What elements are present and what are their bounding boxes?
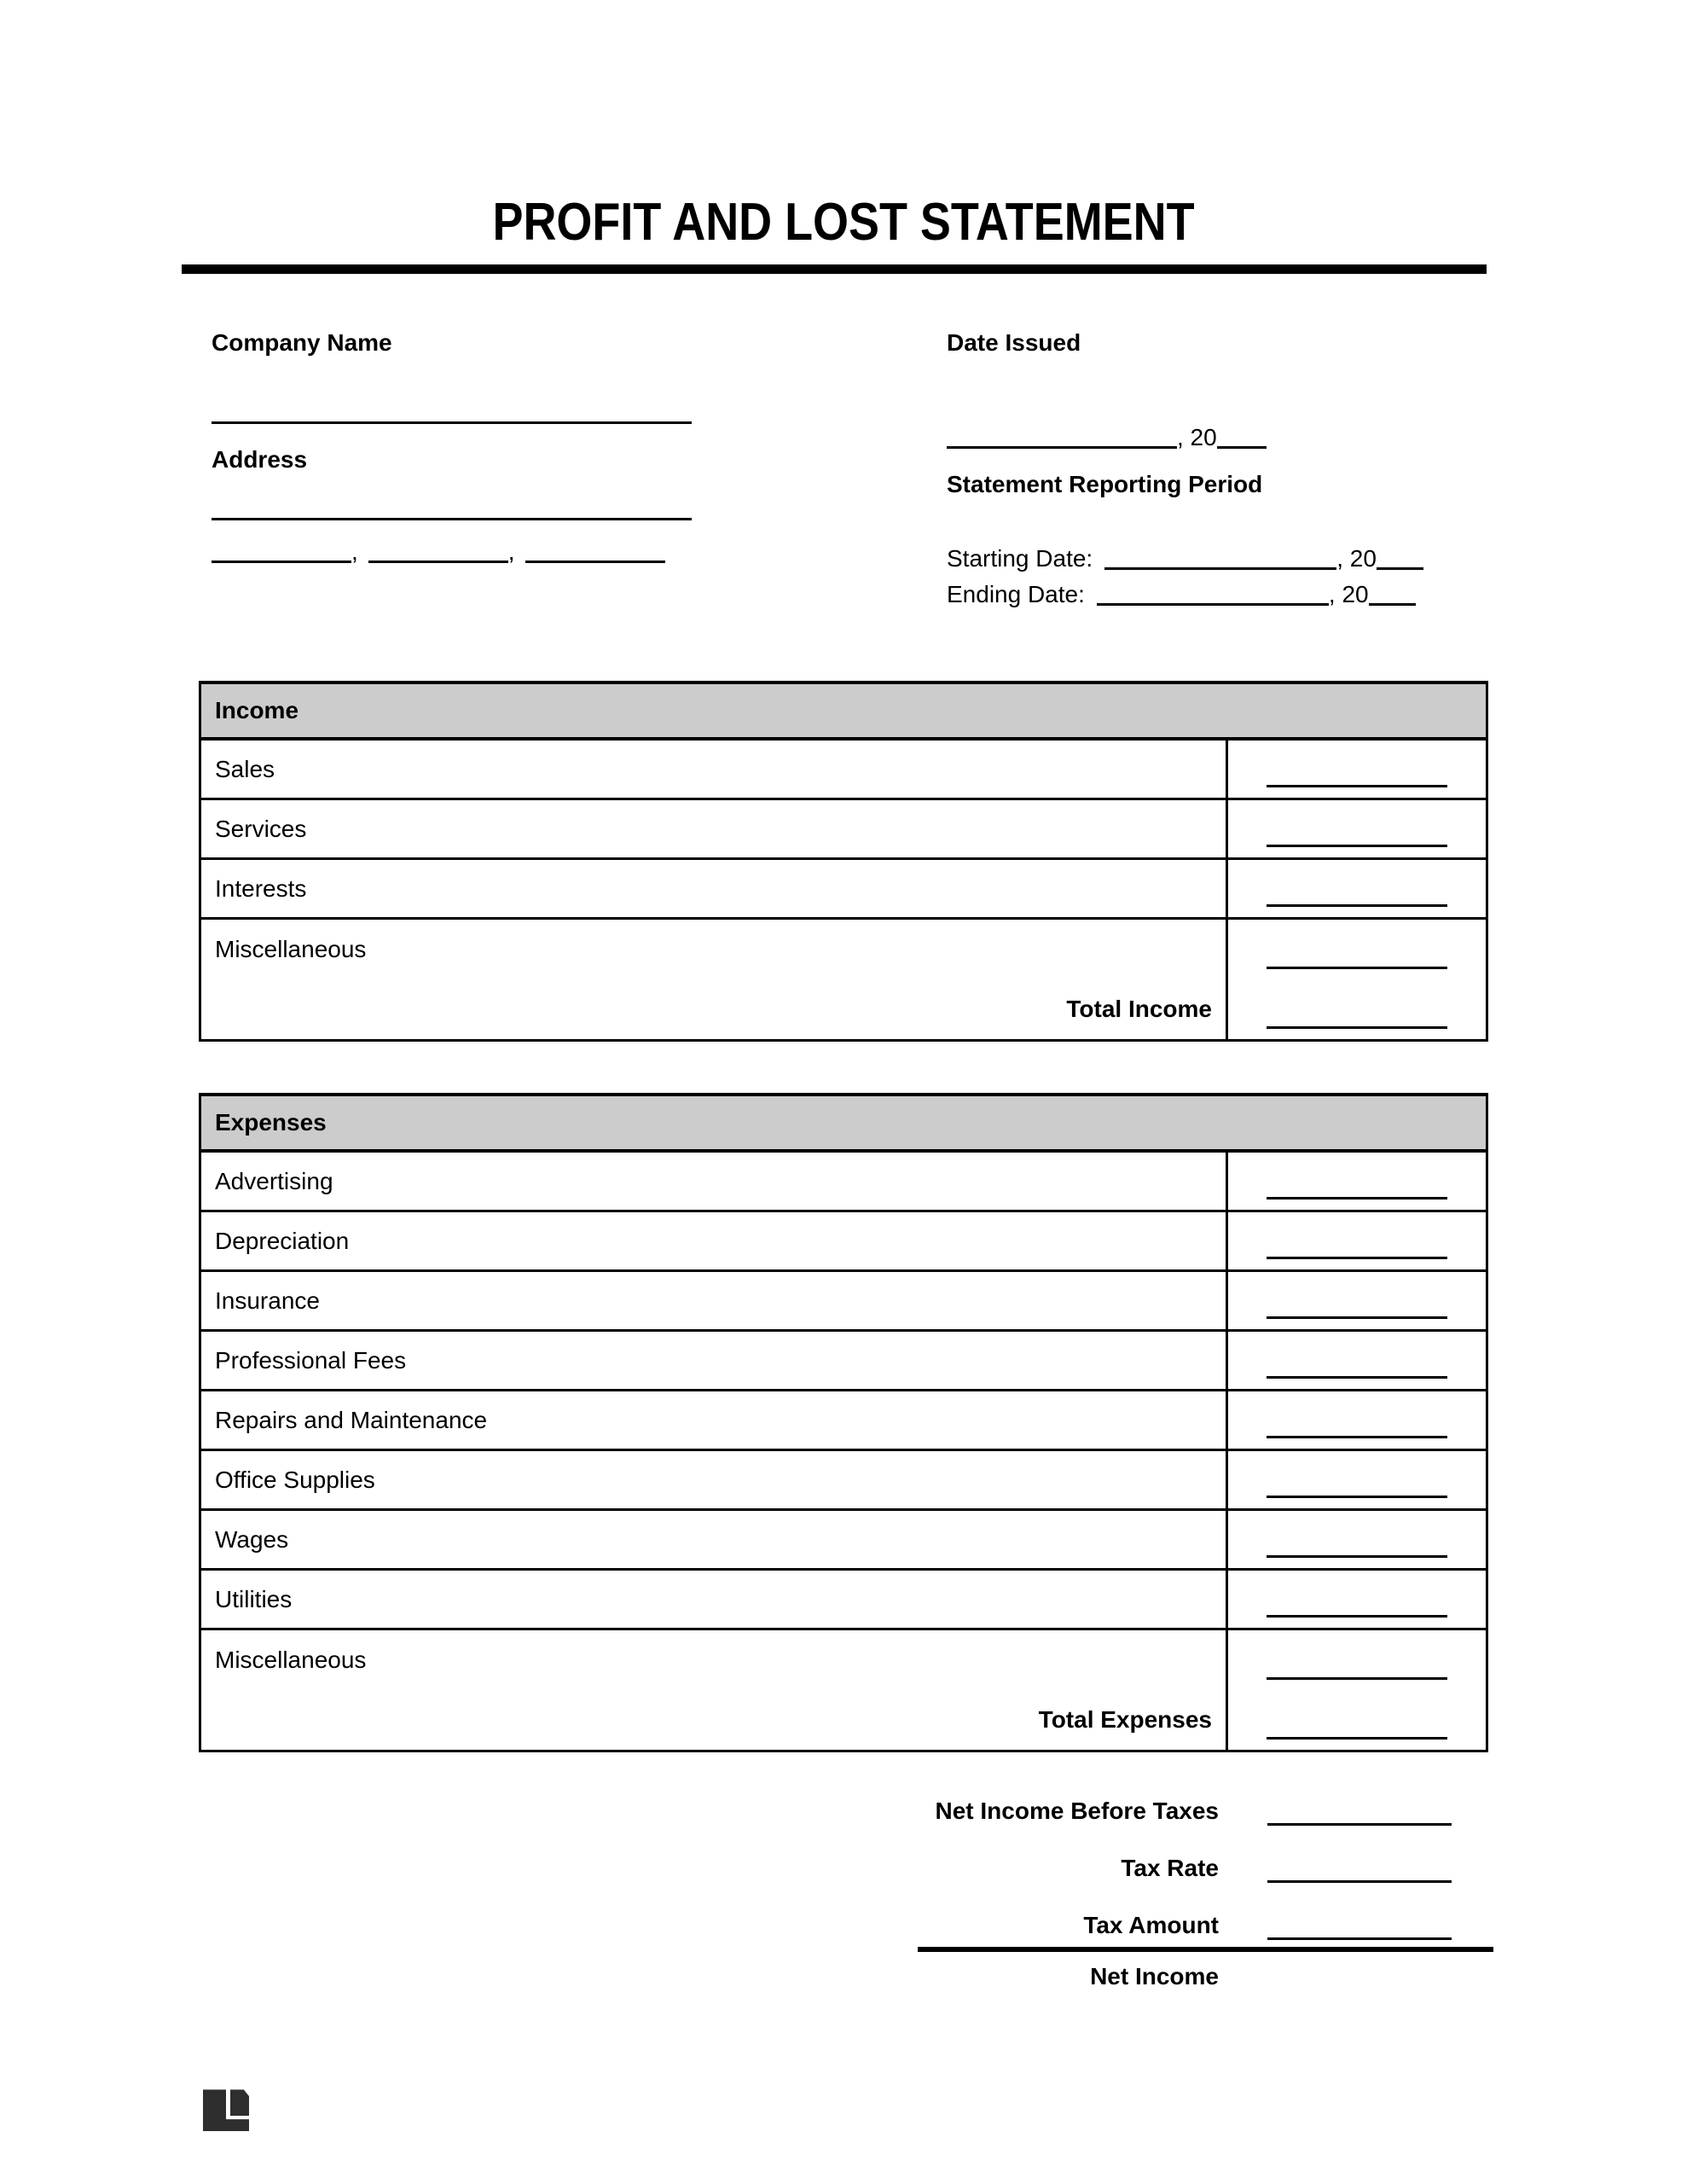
table-row: [201, 1391, 1486, 1451]
address-separator: ,: [351, 538, 358, 566]
net-income-amount-area: [1267, 1989, 1452, 1991]
amount-blank-line[interactable]: [1267, 1496, 1447, 1498]
amount-cell: [1228, 920, 1486, 979]
amount-cell: [1228, 979, 1486, 1039]
date-issued-year-line[interactable]: [1217, 446, 1267, 449]
income-table: [199, 681, 1488, 1042]
table-row: [201, 1272, 1486, 1332]
reporting-period-label: Statement Reporting Period: [947, 471, 1263, 498]
address-city-line[interactable]: [212, 561, 351, 563]
summary-amount-cell: [1231, 1937, 1488, 1940]
date-issued-line[interactable]: [947, 446, 1177, 449]
table-row: [201, 800, 1486, 860]
summary-blank-line[interactable]: [1267, 1823, 1452, 1826]
amount-cell: [1228, 800, 1486, 857]
ending-date-line[interactable]: [1097, 603, 1329, 606]
summary-label: Tax Amount: [1083, 1912, 1219, 1939]
summary-section: [199, 1769, 1488, 1991]
summary-rule: [918, 1947, 1493, 1952]
amount-blank-line[interactable]: [1267, 1436, 1447, 1438]
row-label: Services: [201, 800, 1228, 857]
date-issued-label: Date Issued: [947, 329, 1081, 357]
row-label: Office Supplies: [201, 1451, 1228, 1508]
table-row: [201, 1332, 1486, 1391]
summary-amount-cell: [1231, 1880, 1488, 1883]
summary-amount-cell: [1231, 1823, 1488, 1826]
title-rule: [182, 264, 1487, 274]
row-label: Professional Fees: [201, 1332, 1228, 1389]
amount-cell: [1228, 1690, 1486, 1750]
row-label: Repairs and Maintenance: [201, 1391, 1228, 1449]
amount-cell: [1228, 1153, 1486, 1210]
year-prefix: , 20: [1177, 424, 1217, 451]
row-label: Miscellaneous: [201, 1630, 1228, 1690]
table-row: [201, 1511, 1486, 1571]
row-label: Wages: [201, 1511, 1228, 1568]
amount-cell: [1228, 1451, 1486, 1508]
net-income-row: [199, 1964, 1488, 1991]
table-row: [201, 1153, 1486, 1212]
amount-cell: [1228, 1630, 1486, 1690]
amount-blank-line[interactable]: [1267, 1316, 1447, 1319]
address-state-line[interactable]: [368, 561, 508, 563]
amount-cell: [1228, 1212, 1486, 1269]
amount-blank-line[interactable]: [1267, 845, 1447, 847]
address-zip-line[interactable]: [525, 561, 665, 563]
net-income-label: Net Income: [1090, 1963, 1219, 1990]
amount-blank-line[interactable]: [1267, 1615, 1447, 1618]
year-prefix: , 20: [1328, 581, 1369, 608]
income-total-row: [201, 979, 1486, 1039]
amount-blank-line[interactable]: [1267, 1376, 1447, 1379]
summary-row: [199, 1826, 1488, 1883]
table-row: [201, 920, 1486, 979]
starting-date-label: Starting Date:: [947, 545, 1093, 572]
amount-blank-line[interactable]: [1267, 1197, 1447, 1199]
amount-blank-line[interactable]: [1267, 785, 1447, 787]
amount-cell: [1228, 1332, 1486, 1389]
table-row: [201, 741, 1486, 800]
row-label: Miscellaneous: [201, 920, 1228, 979]
legal-templates-logo: [203, 2089, 249, 2131]
company-info-column: [212, 329, 947, 606]
summary-label: Net Income Before Taxes: [935, 1798, 1219, 1825]
income-table-rows: [201, 741, 1486, 979]
total-income-amount-line[interactable]: [1267, 1026, 1447, 1029]
row-label: Interests: [201, 860, 1228, 917]
table-row: [201, 1451, 1486, 1511]
summary-row: [199, 1883, 1488, 1940]
row-label: Insurance: [201, 1272, 1228, 1329]
summary-blank-line[interactable]: [1267, 1937, 1452, 1940]
amount-cell: [1228, 1511, 1486, 1568]
amount-blank-line[interactable]: [1267, 1257, 1447, 1259]
date-issued-row: [947, 419, 1487, 449]
ending-date-year-line[interactable]: [1369, 603, 1416, 606]
starting-date-year-line[interactable]: [1377, 567, 1423, 570]
address-street-line[interactable]: [212, 518, 692, 520]
company-name-label: Company Name: [212, 329, 392, 357]
summary-label: Tax Rate: [1121, 1855, 1219, 1882]
amount-cell: [1228, 860, 1486, 917]
summary-row: [199, 1769, 1488, 1826]
starting-date-row: [947, 537, 1487, 570]
info-section: [212, 329, 1487, 606]
ending-date-label: Ending Date:: [947, 581, 1085, 608]
total-expenses-label: Total Expenses: [201, 1690, 1228, 1750]
amount-cell: [1228, 1391, 1486, 1449]
total-income-label: Total Income: [201, 979, 1228, 1039]
expenses-table: [199, 1093, 1488, 1752]
page-title: PROFIT AND LOST STATEMENT: [492, 193, 1195, 252]
address-separator: ,: [507, 538, 515, 566]
amount-blank-line[interactable]: [1267, 967, 1447, 969]
amount-cell: [1228, 741, 1486, 798]
table-row: [201, 1571, 1486, 1630]
total-expenses-amount-line[interactable]: [1267, 1737, 1447, 1740]
net-income-amount-cell: [1231, 1989, 1488, 1991]
expenses-total-row: [201, 1690, 1486, 1750]
expenses-table-rows: [201, 1153, 1486, 1690]
company-name-line[interactable]: [212, 421, 692, 424]
amount-cell: [1228, 1272, 1486, 1329]
amount-cell: [1228, 1571, 1486, 1628]
dates-info-column: [947, 329, 1487, 606]
amount-blank-line[interactable]: [1267, 1677, 1447, 1680]
row-label: Depreciation: [201, 1212, 1228, 1269]
table-row: [201, 1630, 1486, 1690]
address-city-state-zip-row: [212, 532, 692, 566]
row-label: Utilities: [201, 1571, 1228, 1628]
ending-date-row: [947, 573, 1487, 606]
address-label: Address: [212, 446, 308, 473]
summary-blank-line[interactable]: [1267, 1880, 1452, 1883]
expenses-table-header: Expenses: [201, 1096, 1486, 1153]
summary-rows: [199, 1769, 1488, 1940]
amount-blank-line[interactable]: [1267, 904, 1447, 907]
row-label: Advertising: [201, 1153, 1228, 1210]
income-table-header: Income: [201, 684, 1486, 741]
starting-date-line[interactable]: [1104, 567, 1336, 570]
row-label: Sales: [201, 741, 1228, 798]
year-prefix: , 20: [1336, 545, 1377, 572]
table-row: [201, 1212, 1486, 1272]
table-row: [201, 860, 1486, 920]
logo-document-block: [230, 2089, 249, 2116]
amount-blank-line[interactable]: [1267, 1555, 1447, 1558]
